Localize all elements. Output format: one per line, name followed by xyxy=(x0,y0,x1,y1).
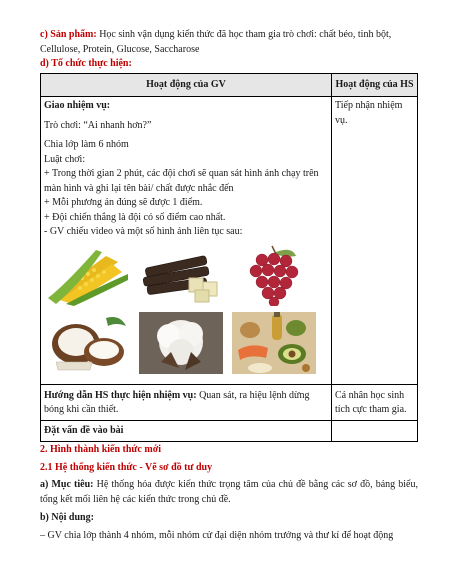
coconut-image xyxy=(46,312,130,374)
content-text: – GV chia lớp thành 4 nhóm, mỗi nhóm cử đại diện nhóm trưởng và thư kí để hoạt động xyxy=(40,529,394,541)
rule-3: + Đội chiến thắng là đội có số điểm cao nhất. xyxy=(44,211,226,223)
fats-foods-image xyxy=(232,312,316,374)
image-row-1 xyxy=(46,244,316,306)
hs-participate-text: Cá nhân học sinh tích cực tham gia. xyxy=(335,389,407,415)
rule-2: + Mỗi phương án đúng sẽ được 1 điểm. xyxy=(44,197,203,208)
section2-heading: 2. Hình thành kiến thức mới xyxy=(40,444,162,455)
intro-row-text: Đặt vấn đề vào bài xyxy=(44,424,124,436)
organization-heading: d) Tổ chức thực hiện: xyxy=(40,58,132,69)
grapes-image xyxy=(232,244,316,306)
objective-text: Hệ thống hóa được kiến thức trọng tâm của chủ đề bằng các sơ đồ, bảng biểu, tổng kết mối liên hệ các kiến thức trong chủ đề. xyxy=(40,479,418,505)
intro-row-cell xyxy=(41,420,332,442)
guide-text: Quan sát, ra hiệu lệnh dừng bóng khi cần thiết. xyxy=(44,389,310,415)
product-label: c) Sản phẩm: xyxy=(40,29,97,40)
product-paragraph xyxy=(40,28,418,57)
hs-participate-cell xyxy=(332,384,418,420)
product-text: Học sinh vận dụng kiến thức đã học tham gia trò chơi: chất béo, tinh bột, Cellulose, Protein, Glucose, Saccharose xyxy=(40,29,392,55)
section2-subheading: 2.1 Hệ thống kiến thức - Vẽ sơ đồ tư duy xyxy=(40,461,213,473)
intro-row-empty-cell xyxy=(332,420,418,442)
objective-label: a) Mục tiêu: xyxy=(40,479,94,490)
corn-image xyxy=(46,244,130,306)
header-gv: Hoạt động của GV xyxy=(41,73,332,97)
rules-title: Luật chơi: xyxy=(44,153,86,165)
guide-paragraph xyxy=(44,389,328,418)
content-label: b) Nội dung: xyxy=(40,512,94,523)
groups-line: Chia lớp làm 6 nhóm xyxy=(44,139,129,150)
hs-receive-cell xyxy=(332,97,418,385)
objective-paragraph xyxy=(40,478,418,507)
sugarcane-image xyxy=(139,244,223,306)
rule-1: + Trong thời gian 2 phút, các đội chơi sẽ quan sát hình ảnh chạy trên màn hình và ghi lại tên bài/ chất được nhắc đến xyxy=(44,168,319,194)
gv-guide-cell xyxy=(41,384,332,420)
cotton-image xyxy=(139,312,223,374)
document-page xyxy=(40,28,418,543)
header-hs: Hoạt động của HS xyxy=(332,73,418,97)
activity-table xyxy=(40,73,418,443)
task-title: Giao nhiệm vụ: xyxy=(44,100,111,111)
hs-receive-text: Tiếp nhận nhiệm vụ. xyxy=(335,100,403,126)
guide-label: Hướng dẫn HS thực hiện nhiệm vụ: xyxy=(44,389,197,401)
image-row-2 xyxy=(46,312,316,374)
rule-4: - GV chiếu video và một số hình ảnh liên tục sau: xyxy=(44,226,243,237)
game-line: Trò chơi: “Ai nhanh hơn?” xyxy=(44,119,152,131)
gv-task-cell xyxy=(41,97,332,385)
